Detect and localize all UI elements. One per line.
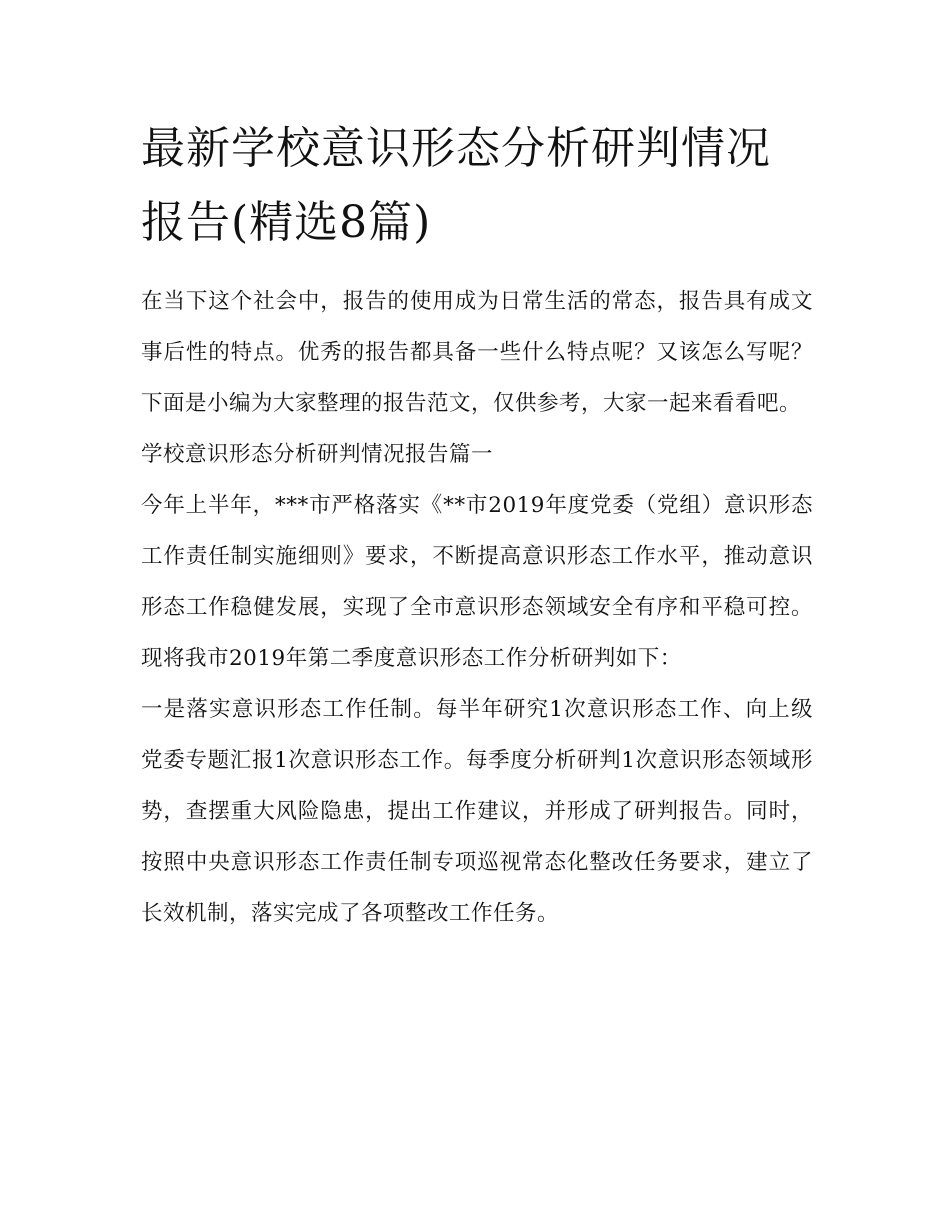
- section-heading: 学校意识形态分析研判情况报告篇一: [141, 442, 494, 467]
- document-title: 最新学校意识形态分析研判情况报告(精选8篇): [141, 123, 771, 248]
- body-paragraph: 今年上半年，***市严格落实《**市2019年度党委（党组）意识形态工作责任制实施细则》要求，不断提高意识形态工作水平，推动意识形态工作稳健发展，实现了全市意识形态领域安全有序和平稳可控。现将我市2019年第二季度意识形态工作分析研判如下：: [141, 493, 813, 671]
- body-paragraph: 一是落实意识形态工作任制。每半年研究1次意识形态工作、向上级党委专题汇报1次意识形态工作。每季度分析研判1次意识形态领域形势，查摆重大风险隐患，提出工作建议，并形成了研判报告。同时，按照中央意识形态工作责任制专项巡视常态化整改任务要求，建立了长效机制，落实完成了各项整改工作任务。: [141, 697, 813, 926]
- document-body: [141, 112, 813, 939]
- intro-paragraph: 在当下这个社会中，报告的使用成为日常生活的常态，报告具有成文事后性的特点。优秀的报告都具备一些什么特点呢？又该怎么写呢？下面是小编为大家整理的报告范文，仅供参考，大家一起来看看吧。: [141, 289, 813, 416]
